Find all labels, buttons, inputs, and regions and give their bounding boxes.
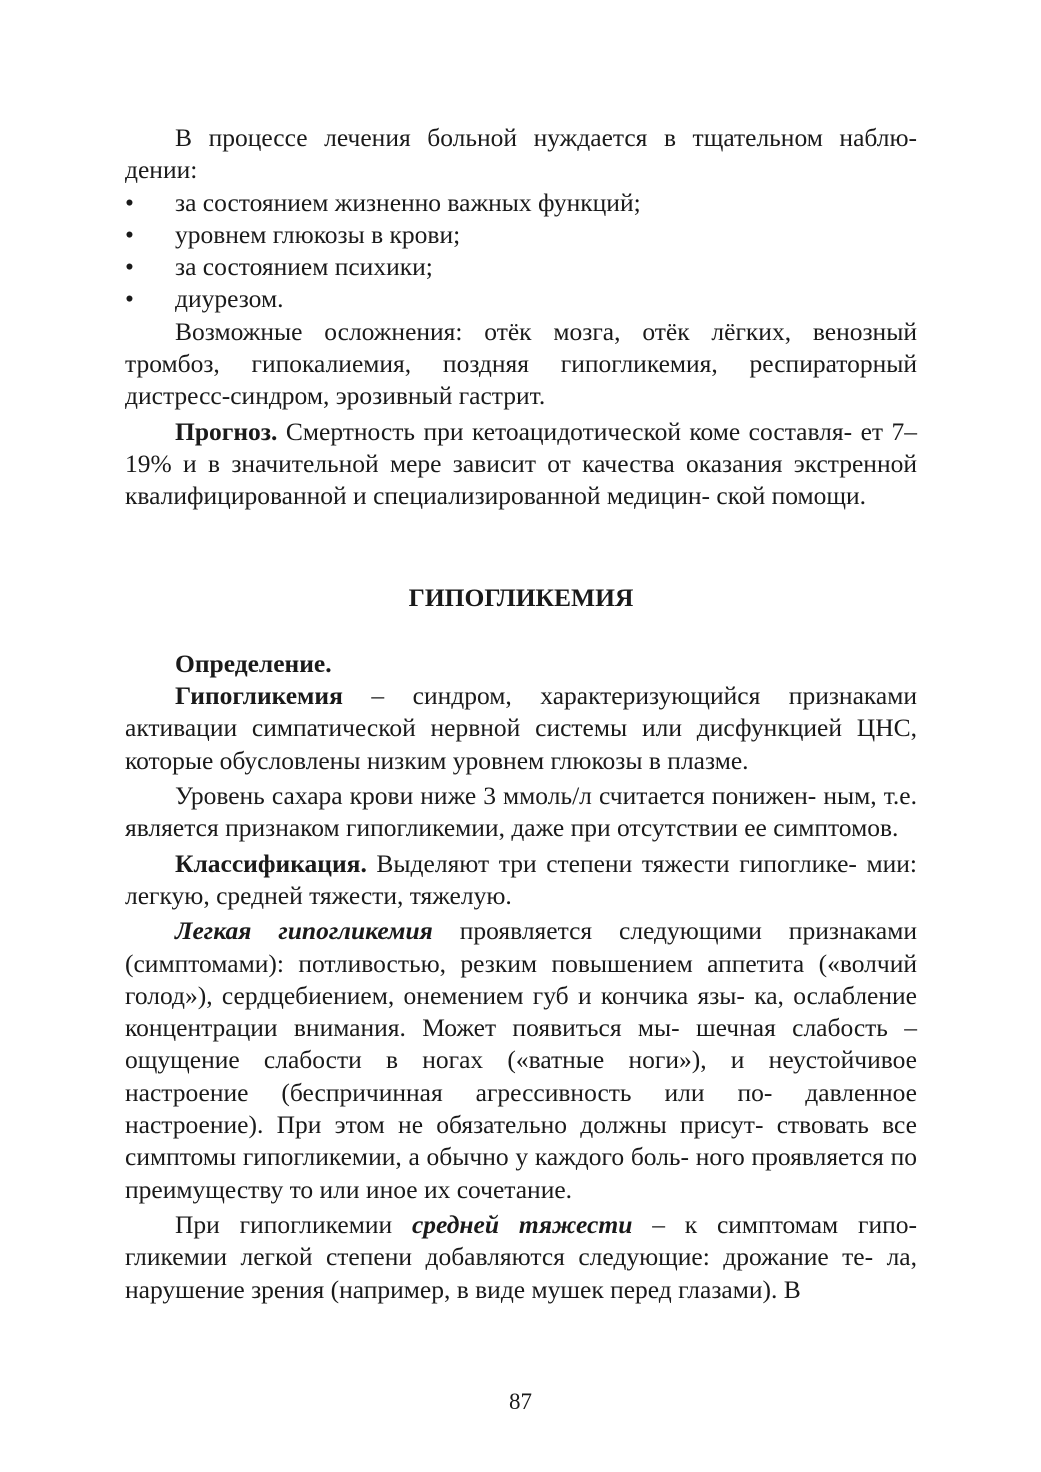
mild-term: Легкая гипогликемия [175,916,433,946]
definition-text: – синдром, характеризующийся признаками активации симпатической нервной системы или дисфункцией ЦНС, которые обусловлены низким уровнем глюкозы в плазме. [125,681,917,775]
list-item [125,219,917,251]
list-item-text: за состоянием жизненно важных функций; [175,187,641,217]
moderate-intro: При гипогликемии [175,1209,412,1239]
bullet-icon: • [125,284,134,314]
section-title: ГИПОГЛИКЕМИЯ [408,582,634,612]
moderate-paragraph [125,1209,917,1306]
definition-heading-text: Определение. [175,648,332,678]
list-item [125,283,917,315]
prognosis-text: Смертность при кетоацидотической коме составля- ет 7–19% и в значительной мере зависит от качества оказания экстренной квалифицированной и специализированной медицин- ской помощи. [125,416,917,511]
list-item-text: уровнем глюкозы в крови; [175,219,461,249]
prognosis-paragraph [125,416,917,513]
list-item-text: за состоянием психики; [175,252,433,282]
bullet-icon: • [125,252,134,282]
page-number: 87 [509,1389,532,1414]
list-item-text: диурезом. [175,284,284,314]
classification-paragraph [125,848,917,913]
definition-heading [125,648,917,680]
moderate-text: – к симптомам гипо- гликемии легкой степени добавляются следующие: дрожание те- ла, нарушение зрения (например, в виде мушек перед глазами). В [125,1209,917,1304]
prognosis-label: Прогноз. [175,416,278,446]
classification-label: Классификация. [175,848,367,878]
list-item [125,187,917,219]
moderate-term: средней тяжести [411,1209,633,1239]
intro-paragraph: В процессе лечения больной нуждается в тщательном наблю- дении: [125,123,917,185]
definition-paragraph [125,680,917,777]
monitoring-list [125,187,917,316]
sugar-level-paragraph: Уровень сахара крови ниже 3 ммоль/л считается понижен- ным, т.е. является признаком гипогликемии, даже при отсутствии ее симптомов. [125,781,917,843]
page-content [125,122,917,1306]
mild-paragraph [125,915,917,1206]
definition-term: Гипогликемия [175,681,343,711]
classification-text: Выделяют три степени тяжести гипоглике- мии: легкую, средней тяжести, тяжелую. [125,848,917,910]
complications-paragraph: Возможные осложнения: отёк мозга, отёк лёгких, венозный тромбоз, гипокалиемия, поздняя гипогликемия, респираторный дистресс-синдром, эрозивный гастрит. [125,316,917,411]
list-item [125,251,917,283]
bullet-icon: • [125,219,134,249]
mild-text: проявляется следующими признаками (симптомами): потливостью, резким повышением аппетита («волчий голод»), сердцебиением, онемением губ и кончика язы- ка, ослабление концентрации внимания. Может появиться мы- шечная слабость – ощущение слабости в ногах («ватные ноги»), и неустойчивое настроение (беспричинная агрессивность или по- давленное настроение). При этом не обязательно должны присут- ствовать все симптомы гипогликемии, а обычно у каждого боль- ного проявляется по преимуществу то или иное их сочетание. [125,916,917,1204]
bullet-icon: • [125,187,134,217]
